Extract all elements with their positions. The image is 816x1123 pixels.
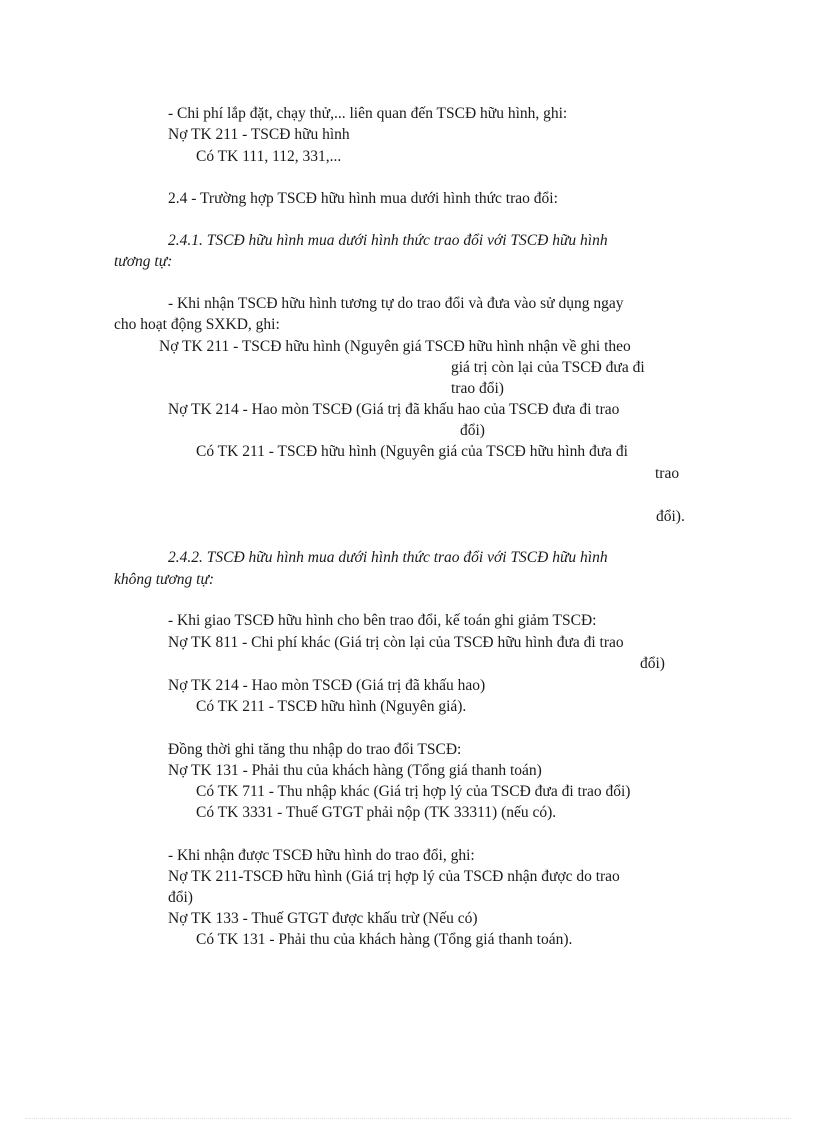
text-line: Có TK 211 - TSCĐ hữu hình (Nguyên giá). [196,698,467,715]
text-line: đổi). [656,508,685,525]
text-line: Nợ TK 211 - TSCĐ hữu hình (Nguyên giá TSCĐ hữu hình nhận về ghi theo [159,338,631,355]
text-line: Nợ TK 211 - TSCĐ hữu hình [168,126,350,143]
subsection-heading: không tương tự: [114,571,215,588]
text-line: đổi) [640,655,665,672]
text-line: Có TK 711 - Thu nhập khác (Giá trị hợp lý của TSCĐ đưa đi trao đổi) [196,783,631,800]
subsection-heading: tương tự: [114,253,173,270]
text-line: - Khi nhận được TSCĐ hữu hình do trao đổi, ghi: [168,847,475,864]
text-line: Có TK 131 - Phải thu của khách hàng (Tổng giá thanh toán). [196,931,573,948]
text-line: - Khi giao TSCĐ hữu hình cho bên trao đổi, kế toán ghi giảm TSCĐ: [168,612,597,629]
subsection-heading: 2.4.2. TSCĐ hữu hình mua dưới hình thức trao đổi với TSCĐ hữu hình [168,549,608,566]
text-line: Nợ TK 214 - Hao mòn TSCĐ (Giá trị đã khấu hao của TSCĐ đưa đi trao [168,401,620,418]
text-line: Có TK 3331 - Thuế GTGT phải nộp (TK 33311) (nếu có). [196,804,557,821]
text-line: Có TK 111, 112, 331,... [196,148,342,165]
text-line: - Khi nhận TSCĐ hữu hình tương tự do trao đổi và đưa vào sử dụng ngay [168,295,624,312]
text-line: Nợ TK 133 - Thuế GTGT được khấu trừ (Nếu có) [168,910,478,927]
text-line: đổi) [460,422,485,439]
text-line: Có TK 211 - TSCĐ hữu hình (Nguyên giá của TSCĐ hữu hình đưa đi [196,443,628,460]
text-line: - Chi phí lắp đặt, chạy thử,... liên quan đến TSCĐ hữu hình, ghi: [168,105,568,122]
text-line: Nợ TK 211-TSCĐ hữu hình (Giá trị hợp lý của TSCĐ nhận được do trao [168,868,620,885]
text-line: Đồng thời ghi tăng thu nhập do trao đổi TSCĐ: [168,741,462,758]
text-line: đổi) [168,889,193,906]
subsection-heading: 2.4.1. TSCĐ hữu hình mua dưới hình thức trao đổi với TSCĐ hữu hình [168,232,608,249]
section-heading: 2.4 - Trường hợp TSCĐ hữu hình mua dưới hình thức trao đổi: [168,190,558,207]
page-bottom-rule [25,1118,791,1119]
text-line: cho hoạt động SXKD, ghi: [114,316,280,333]
text-line: trao [655,465,680,482]
text-line: trao đổi) [451,380,504,397]
text-line: Nợ TK 214 - Hao mòn TSCĐ (Giá trị đã khấu hao) [168,677,486,694]
text-line: giá trị còn lại của TSCĐ đưa đi [451,359,645,376]
text-line: Nợ TK 811 - Chi phí khác (Giá trị còn lại của TSCĐ hữu hình đưa đi trao [168,634,624,651]
text-line: Nợ TK 131 - Phải thu của khách hàng (Tổng giá thanh toán) [168,762,542,779]
